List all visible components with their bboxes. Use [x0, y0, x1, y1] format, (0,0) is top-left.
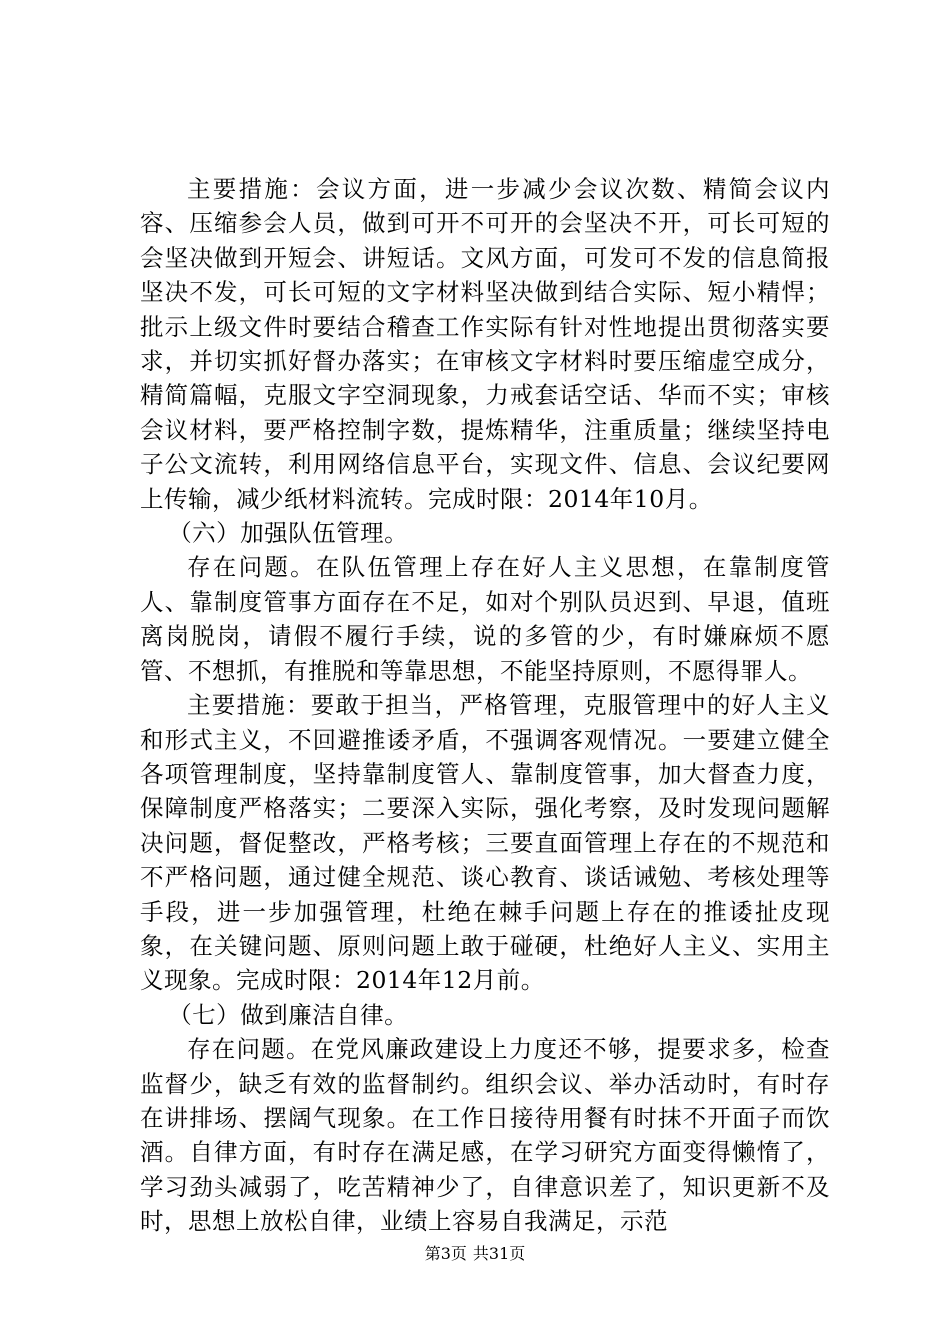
section-heading-integrity: （七）做到廉洁自律。 — [168, 1000, 409, 1029]
section-heading-team-management: （六）加强队伍管理。 — [168, 519, 409, 548]
paragraph-problems-integrity: 存在问题。在党风廉政建设上力度还不够，提要求多，检查监督少，缺乏有效的监督制约。组织会议、举办活动时，有时存在讲排场、摆阔气现象。在工作日接待用餐有时抹不开面子而饮酒。自律方面，有时存在满足感，在学习研究方面变得懒惰了，学习劲头减弱了，吃苦精神少了，自律意识差了，知识更新不及时，思想上放松自律，业绩上容易自我满足，示范 — [140, 1035, 830, 1236]
document-body — [140, 172, 830, 1239]
page-total: 共31页 — [472, 1244, 526, 1263]
page-number: 第3页 — [424, 1244, 467, 1263]
paragraph-problems-team: 存在问题。在队伍管理上存在好人主义思想，在靠制度管人、靠制度管事方面存在不足，如对个别队员迟到、早退，值班离岗脱岗，请假不履行手续，说的多管的少，有时嫌麻烦不愿管、不想抓，有推脱和等靠思想，不能坚持原则，不愿得罪人。 — [140, 553, 830, 685]
paragraph-measures-team: 主要措施：要敢于担当，严格管理，克服管理中的好人主义和形式主义，不回避推诿矛盾，不强调客观情况。一要建立健全各项管理制度，坚持靠制度管人、靠制度管事，加大督查力度，保障制度严格落实；二要深入实际，强化考察，及时发现问题解决问题，督促整改，严格考核；三要直面管理上存在的不规范和不严格问题，通过健全规范、谈心教育、谈话诫勉、考核处理等手段，进一步加强管理，杜绝在棘手问题上存在的推诿扯皮现象，在关键问题、原则问题上敢于碰硬，杜绝好人主义、实用主义现象。完成时限：2014年12月前。 — [140, 691, 830, 995]
page-footer — [0, 1244, 950, 1264]
paragraph-measures-meetings: 主要措施：会议方面，进一步减少会议次数、精简会议内容、压缩参会人员，做到可开不可开的会坚决不开，可长可短的会坚决做到开短会、讲短话。文风方面，可发可不发的信息简报坚决不发，可长可短的文字材料坚决做到结合实际、短小精悍；批示上级文件时要结合稽查工作实际有针对性地提出贯彻落实要求，并切实抓好督办落实；在审核文字材料时要压缩虚空成分，精简篇幅，克服文字空洞现象，力戒套话空话、华而不实；审核会议材料，要严格控制字数，提炼精华，注重质量；继续坚持电子公文流转，利用网络信息平台，实现文件、信息、会议纪要网上传输，减少纸材料流转。完成时限：2014年10月。 — [140, 175, 830, 513]
